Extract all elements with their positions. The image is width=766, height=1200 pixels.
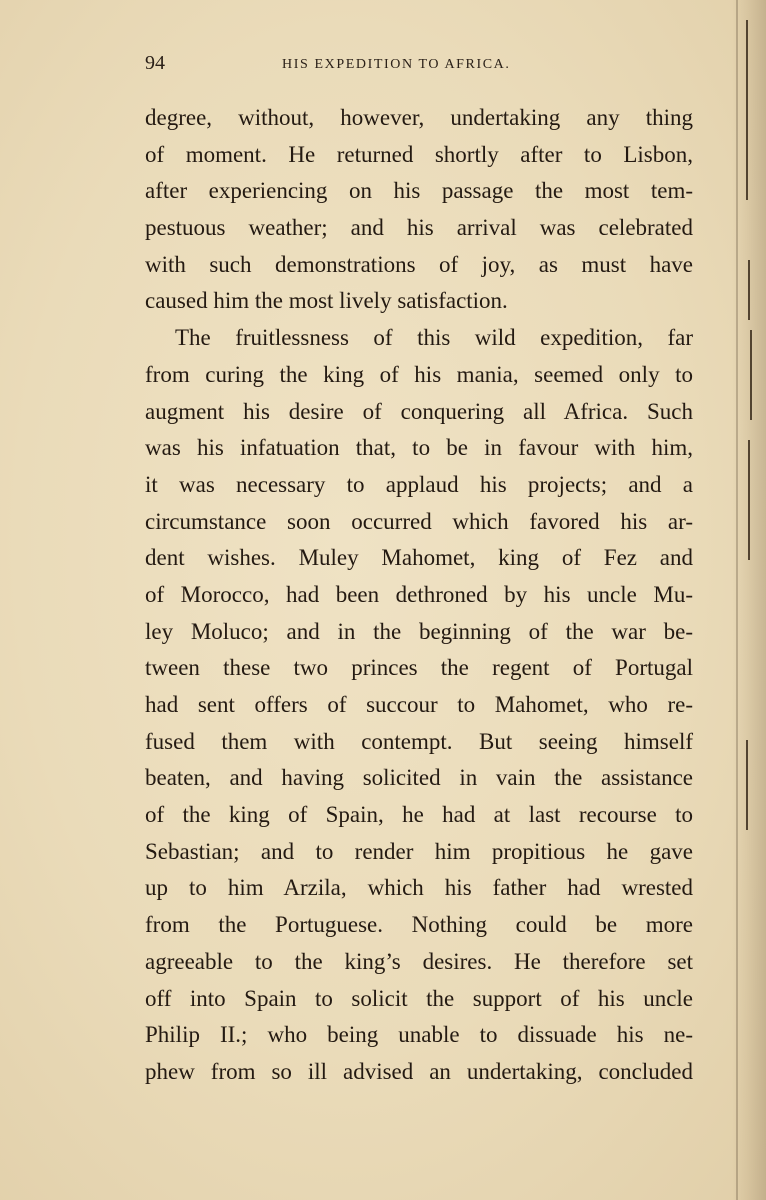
text-line: tween these two princes the regent of Portugal xyxy=(145,655,693,681)
text-line: up to him Arzila, which his father had wrested xyxy=(145,875,693,901)
page-edge-line xyxy=(748,260,750,320)
text-line: agreeable to the king’s desires. He therefore set xyxy=(145,948,693,974)
page-edge-line xyxy=(746,740,748,830)
text-line: ley Moluco; and in the beginning of the war be- xyxy=(145,618,693,644)
text-line: with such demonstrations of joy, as must have xyxy=(145,251,693,277)
text-line: after experiencing on his passage the most tem- xyxy=(145,178,693,204)
text-line: Sebastian; and to render him propitious he gave xyxy=(145,838,693,864)
text-line: augment his desire of conquering all Africa. Such xyxy=(145,398,693,424)
text-line: of moment. He returned shortly after to Lisbon, xyxy=(145,141,693,167)
body-text xyxy=(145,100,693,1091)
text-line: of Morocco, had been dethroned by his uncle Mu- xyxy=(145,581,693,607)
page-number: 94 xyxy=(145,52,165,74)
page-edge-line xyxy=(750,330,752,420)
text-line: from curing the king of his mania, seemed only to xyxy=(145,361,693,387)
text-line: was his infatuation that, to be in favour with him, xyxy=(145,435,693,461)
text-line: it was necessary to applaud his projects; and a xyxy=(145,471,693,497)
text-line: off into Spain to solicit the support of his uncle xyxy=(145,985,693,1011)
text-line: Philip II.; who being unable to dissuade his ne- xyxy=(145,1022,693,1048)
text-line: pestuous weather; and his arrival was celebrated xyxy=(145,215,693,241)
page-edge-line xyxy=(736,0,738,1200)
text-line: of the king of Spain, he had at last recourse to xyxy=(145,802,693,828)
text-line: caused him the most lively satisfaction. xyxy=(145,288,508,314)
text-line: The fruitlessness of this wild expedition, far xyxy=(175,325,693,351)
text-line: circumstance soon occurred which favored his ar- xyxy=(145,508,693,534)
text-line: from the Portuguese. Nothing could be more xyxy=(145,912,693,938)
text-line: dent wishes. Muley Mahomet, king of Fez and xyxy=(145,545,693,571)
text-line: beaten, and having solicited in vain the assistance xyxy=(145,765,693,791)
page-edge-line xyxy=(748,440,750,560)
text-line: degree, without, however, undertaking any thing xyxy=(145,105,693,130)
page-edge-line xyxy=(746,20,748,200)
text-line: phew from so ill advised an undertaking, concluded xyxy=(145,1058,693,1084)
page-header xyxy=(145,52,695,82)
running-head: HIS EXPEDITION TO AFRICA. xyxy=(282,57,511,72)
text-line: had sent offers of succour to Mahomet, who re- xyxy=(145,692,693,717)
text-line: fused them with contempt. But seeing himself xyxy=(145,728,693,754)
